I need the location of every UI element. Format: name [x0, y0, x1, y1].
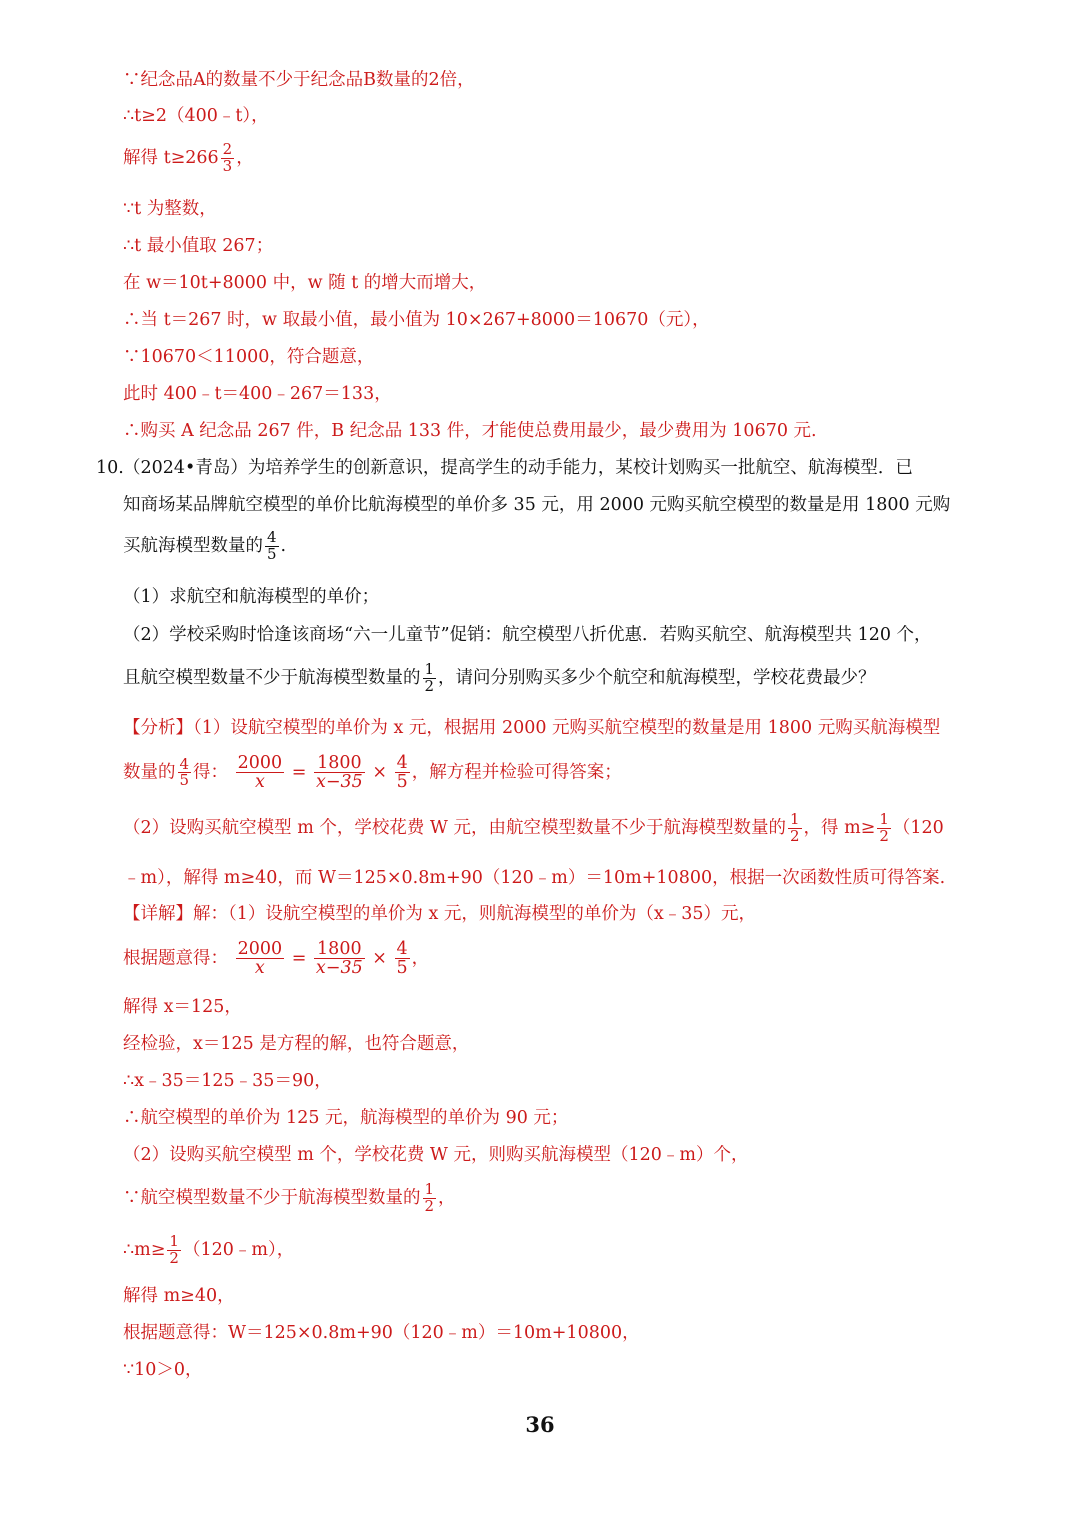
detail-line: ∵航空模型数量不少于航海模型数量的 $\frac{1}{2}$ ，: [123, 1180, 456, 1215]
equation-fraction: $\frac{2000}{x}$: [237, 939, 283, 979]
detail-line: 解得 m≥40，: [123, 1286, 235, 1306]
fraction: $\frac{1}{2}$: [424, 1180, 435, 1215]
fraction: $\frac{1}{2}$: [424, 660, 435, 695]
detail-line: ∵10＞0，: [123, 1360, 203, 1380]
page-number: 36: [525, 1412, 555, 1437]
fraction: $\frac{1}{2}$: [169, 1232, 179, 1267]
detail-line: 经检验，x＝125 是方程的解，也符合题意，: [123, 1034, 470, 1054]
fraction: $\frac{4}{5}$: [267, 528, 277, 563]
detail-line: ∴m≥ $\frac{1}{2}$ （120﹣m），: [123, 1232, 295, 1267]
solution-line: 在 w＝10t+8000 中，w 随 t 的增大而增大，: [123, 273, 487, 293]
fraction: $\frac{4}{5}$: [179, 754, 190, 790]
detail-line: 根据题意得： $\frac{2000}{x}$ = $\frac{1800}{x-35}$ × $\frac{4}{5}$ ，: [123, 939, 430, 979]
analysis-line: 【分析】（1）设航空模型的单价为 x 元，根据用 2000 元购买航空模型的数量是用 1800 元购买航海模型: [123, 718, 941, 738]
detail-line: ∴x﹣35＝125﹣35＝90，: [123, 1071, 332, 1091]
equation-fraction: $\frac{1800}{x-35}$: [315, 939, 363, 979]
equation-fraction: $\frac{2000}{x}$: [237, 753, 283, 793]
solution-line: 解得 t≥266 $\frac{2}{3}$ ，: [123, 140, 254, 175]
analysis-tag: 【分析】: [123, 718, 193, 738]
question-2-line: 且航空模型数量不少于航海模型数量的 $\frac{1}{2}$ ，请问分别购买多少个航空和航海模型，学校花费最少？: [123, 660, 876, 695]
problem-line: （2024•青岛）为培养学生的创新意识，提高学生的动手能力，某校计划购买一批航空、航海模型．已: [123, 458, 913, 478]
equation-fraction: $\frac{4}{5}$: [396, 939, 408, 979]
detail-line: 解得 x＝125，: [123, 997, 242, 1017]
question-1: （1）求航空和航海模型的单价；: [123, 587, 380, 607]
question-2-line: （2）学校采购时恰逢该商场“六一儿童节”促销：航空模型八折优惠．若购买航空、航海模型共 120 个，: [123, 625, 932, 645]
solution-line: ∵纪念品A的数量不少于纪念品B数量的2倍，: [123, 70, 475, 90]
problem-line: 买航海模型数量的 $\frac{4}{5}$ .: [123, 528, 287, 563]
equation-fraction: $\frac{4}{5}$: [396, 753, 408, 793]
detail-line: 根据题意得：W＝125×0.8m+90（120﹣m）＝10m+10800，: [123, 1323, 640, 1343]
analysis-line: ﹣m），解得 m≥40，而 W＝125×0.8m+90（120﹣m）＝10m+10800，根据一次函数性质可得答案.: [123, 868, 946, 888]
detail-line: 【详解】解：（1）设航空模型的单价为 x 元，则航海模型的单价为（x﹣35）元，: [123, 904, 757, 924]
solution-line: ∵t 为整数，: [123, 199, 217, 219]
detail-line: （2）设购买航空模型 m 个，学校花费 W 元，则购买航海模型（120﹣m）个，: [123, 1145, 749, 1165]
solution-line: ∴t≥2（400﹣t），: [123, 106, 269, 126]
solution-line: ∴当 t＝267 时，w 取最小值，最小值为 10×267+8000＝10670（元），: [123, 310, 710, 330]
fraction: $\frac{2}{3}$: [222, 140, 233, 175]
fraction: $\frac{1}{2}$: [789, 810, 800, 845]
detail-line: ∴航空模型的单价为 125 元，航海模型的单价为 90 元；: [123, 1108, 569, 1128]
problem-line: 知商场某品牌航空模型的单价比航海模型的单价多 35 元，用 2000 元购买航空模型的数量是用 1800 元购: [123, 495, 951, 515]
detail-tag: 【详解】: [123, 904, 193, 924]
problem-number: 10.: [96, 458, 124, 478]
analysis-line: （2）设购买航空模型 m 个，学校花费 W 元，由航空模型数量不少于航海模型数量的 $\frac{1}{2}$ ，得 m≥ $\frac{1}{2}$ （120: [123, 810, 944, 845]
solution-line: ∴购买 A 纪念品 267 件，B 纪念品 133 件，才能使总费用最少，最少费用为 10670 元.: [123, 421, 817, 441]
equation-fraction: $\frac{1800}{x-35}$: [315, 753, 363, 793]
solution-line: ∵10670＜11000，符合题意，: [123, 347, 375, 367]
solution-line: ∴t 最小值取 267；: [123, 236, 274, 256]
analysis-line: 数量的 $\frac{4}{5}$ 得： $\frac{2000}{x}$ = $\frac{1800}{x-35}$ × $\frac{4}{5}$ ，解方程并检验可得答案；: [123, 753, 622, 793]
solution-line: 此时 400﹣t＝400﹣267＝133，: [123, 384, 392, 404]
fraction: $\frac{1}{2}$: [879, 810, 889, 845]
